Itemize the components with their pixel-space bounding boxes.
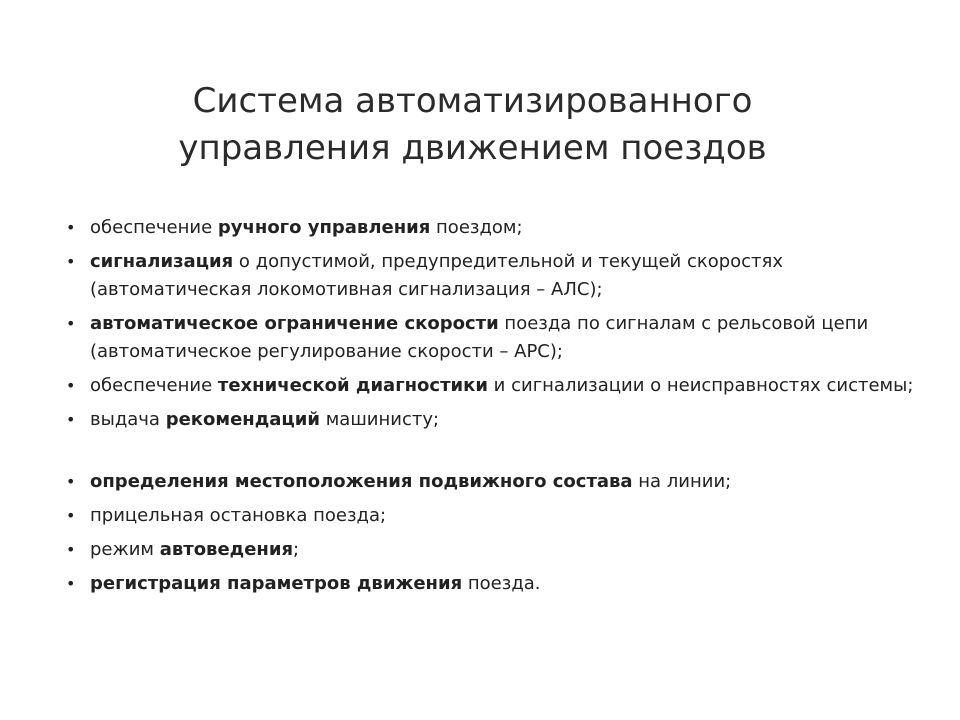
bullet-item-signaling	[64, 248, 934, 304]
bullet-icon: •	[66, 252, 76, 271]
bullet-item-autodriving	[64, 536, 934, 564]
bullet-icon: •	[66, 472, 76, 491]
bullet-item-precise-stop	[64, 502, 934, 530]
bullet-text-bold: автоведения	[159, 539, 294, 560]
bullet-icon: •	[66, 574, 76, 593]
bullet-text: выдача	[90, 409, 166, 430]
bullet-text-bold: регистрация параметров движения	[90, 573, 463, 594]
bullet-text: обеспечение	[90, 217, 218, 238]
bullet-text: поездом;	[430, 217, 523, 238]
bullet-text-bold: рекомендаций	[165, 409, 320, 430]
bullet-icon: •	[66, 376, 76, 395]
bullet-icon: •	[66, 314, 76, 333]
bullet-text: ;	[293, 539, 300, 560]
bullet-item-registration	[64, 570, 934, 598]
bullet-text-bold: автоматическое ограничение скорости	[90, 313, 499, 334]
title-line-2: управления движением поездов	[178, 128, 767, 168]
bullet-text-bold: определения местоположения подвижного состава	[90, 471, 633, 492]
bullet-text: прицельная остановка поезда;	[90, 505, 387, 526]
bullet-text-bold: технической диагностики	[217, 375, 488, 396]
bullet-text: о допустимой, предупредительной и текущей скоростях (автоматическая локомотивная сигнализация – АЛС);	[90, 251, 784, 300]
bullet-text: поезда.	[462, 573, 541, 594]
bullet-text: и сигнализации о неисправностях системы;	[487, 375, 914, 396]
slide-title	[100, 78, 845, 172]
title-line-1: Система автоматизированного	[192, 81, 753, 121]
bullet-text: на линии;	[632, 471, 732, 492]
bullet-text-bold: сигнализация	[90, 251, 234, 272]
bullet-icon: •	[66, 410, 76, 429]
bullet-list	[64, 214, 934, 604]
bullet-icon: •	[66, 540, 76, 559]
bullet-item-speed-limit	[64, 310, 934, 366]
bullet-text: машинисту;	[319, 409, 440, 430]
bullet-item-diagnostics	[64, 372, 934, 400]
bullet-text-bold: ручного управления	[217, 217, 431, 238]
bullet-text: обеспечение	[90, 375, 218, 396]
bullet-icon: •	[66, 218, 76, 237]
bullet-item-location	[64, 468, 934, 496]
bullet-text: поезда по сигналам с рельсовой цепи (автоматическое регулирование скорости – АРС);	[90, 313, 869, 362]
bullet-text: режим	[90, 539, 160, 560]
list-spacer	[64, 440, 934, 468]
bullet-item-recommendations	[64, 406, 934, 434]
bullet-item-manual-control	[64, 214, 934, 242]
bullet-icon: •	[66, 506, 76, 525]
